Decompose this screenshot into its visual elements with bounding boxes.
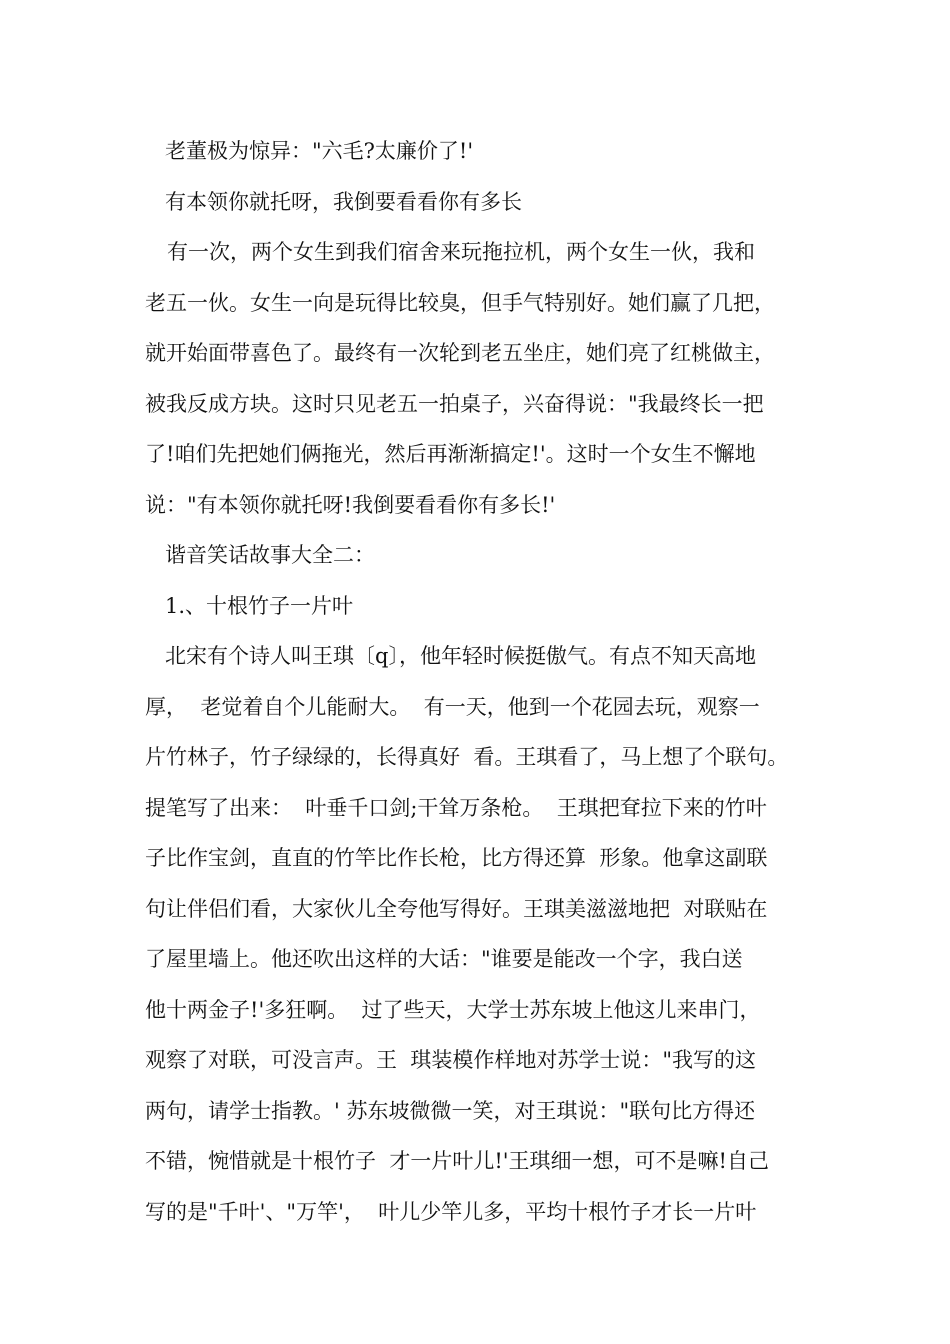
paragraph-line: 老董极为惊异："六毛?太廉价了!' xyxy=(165,139,474,163)
paragraph-line: 了屋里墙上。他还吹出这样的大话："谁要是能改一个字，我白送 xyxy=(145,947,743,971)
paragraph-line: 观察了对联，可没言声。王 琪装模作样地对苏学士说："我写的这 xyxy=(145,1048,757,1072)
paragraph-line: 句让伴侣们看，大家伙儿全夸他写得好。王琪美滋滋地把 对联贴在 xyxy=(145,896,768,921)
paragraph-line: 子比作宝剑，直直的竹竿比作长枪，比方得还算 形象。他拿这副联 xyxy=(145,846,768,870)
document-body xyxy=(145,126,817,1237)
paragraph-line: 厚， 老觉着自个儿能耐大。 有一天，他到一个花园去玩，观察一 xyxy=(145,694,760,719)
paragraph-line: 不错，惋惜就是十根竹子 才一片叶儿!'王琪细一想，可不是嘛!自己 xyxy=(145,1149,769,1173)
story-title: 1.、十根竹子一片叶 xyxy=(165,593,354,618)
paragraph-line: 北宋有个诗人叫王琪〔q〕，他年轻时候挺傲气。有点不知天高地 xyxy=(165,644,756,668)
paragraph-line: 片竹林子，竹子绿绿的，长得真好 看。王琪看了，马上想了个联句。 xyxy=(145,745,789,769)
paragraph-line: 说："有本领你就托呀!我倒要看看你有多长!' xyxy=(145,492,556,517)
paragraph-line: 提笔写了出来： 叶垂千口剑;干耸万条枪。 王琪把耷拉下来的竹叶 xyxy=(145,795,767,820)
paragraph-line: 就开始面带喜色了。最终有一次轮到老五坐庄，她们亮了红桃做主， xyxy=(145,341,775,365)
paragraph-line: 老五一伙。女生一向是玩得比较臭，但手气特别好。她们赢了几把， xyxy=(145,290,775,315)
paragraph-line: 有一次，两个女生到我们宿舍来玩拖拉机，两个女生一伙，我和 xyxy=(167,240,755,264)
section-heading: 谐音笑话故事大全二： xyxy=(165,543,375,567)
paragraph-line: 了!咱们先把她们俩拖光，然后再渐渐搞定!'。这时一个女生不懈地 xyxy=(145,442,756,466)
paragraph-line: 有本领你就托呀，我倒要看看你有多长 xyxy=(165,189,522,214)
paragraph-line: 写的是"千叶'、"万竿'， 叶儿少竿儿多，平均十根竹子才长一片叶 xyxy=(145,1199,757,1224)
paragraph-line: 他十两金子!'多狂啊。 过了些天，大学士苏东坡上他这儿来串门， xyxy=(145,997,761,1022)
paragraph-line: 被我反成方块。这时只见老五一拍桌子，兴奋得说："我最终长一把 xyxy=(145,391,764,416)
paragraph-line: 两句，请学士指教。' 苏东坡微微一笑，对王琪说："联句比方得还 xyxy=(145,1098,756,1123)
